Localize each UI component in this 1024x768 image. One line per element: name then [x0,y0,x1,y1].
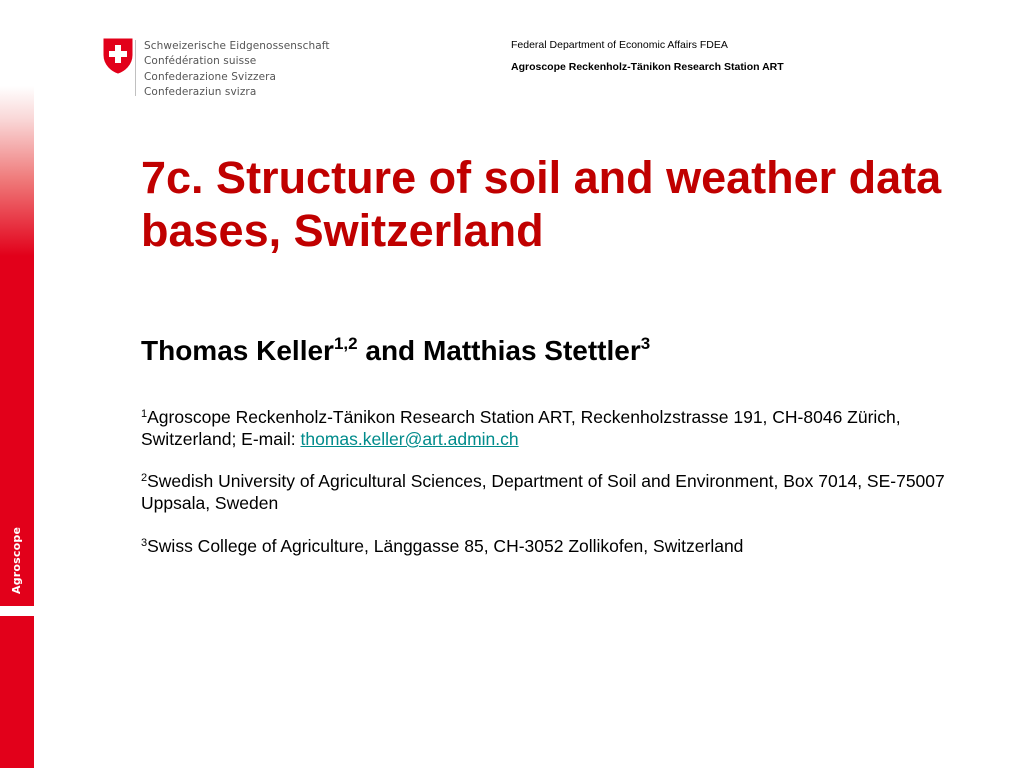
side-band-gap [0,606,34,616]
authors-conjunction: and [357,335,423,366]
authors-line [141,333,650,369]
affiliation-2-number: 2 [141,472,148,484]
confederation-name-rm: Confederaziun svizra [144,86,257,99]
affiliation-1-number: 1 [141,408,148,420]
author-keller-affiliation: 1,2 [333,334,358,353]
confederation-name-fr: Confédération suisse [144,55,257,68]
side-band-lower [0,616,34,768]
author-keller: Thomas Keller [141,335,334,366]
department-name: Federal Department of Economic Affairs FDEA [511,39,728,51]
swiss-shield-icon [103,38,133,74]
affiliation-1 [141,406,981,450]
logo-divider [135,40,136,96]
agroscope-side-label [4,568,30,594]
confederation-name-de: Schweizerische Eidgenossenschaft [144,40,330,52]
affiliation-3-number: 3 [141,537,148,549]
affiliation-3-text: Swiss College of Agriculture, Länggasse 85, CH-3052 Zollikofen, Switzerland [147,536,744,556]
confederation-name-it: Confederazione Svizzera [144,70,277,83]
author-stettler-affiliation: 3 [640,334,651,353]
confederation-names [144,39,330,101]
affiliation-2 [141,470,981,514]
slide-title: 7c. Structure of soil and weather data bases, Switzerland [141,152,942,256]
station-name: Agroscope Reckenholz-Tänikon Research Station ART [511,61,784,73]
affiliation-1-text: Agroscope Reckenholz-Tänikon Research Station ART, Reckenholzstrasse 191, CH-8046 Zürich, Switzerland; E-mail: [141,407,906,449]
side-band [0,86,34,768]
author-stettler: Matthias Stettler [422,335,641,366]
affiliation-3 [141,535,981,557]
side-band-gradient [0,86,34,256]
swiss-confederation-logo [103,38,343,100]
email-link[interactable]: thomas.keller@art.admin.ch [300,429,519,449]
affiliation-2-text: Swedish University of Agricultural Sciences, Department of Soil and Environment, Box 7014, SE-75007 Uppsala, Sweden [141,471,945,513]
